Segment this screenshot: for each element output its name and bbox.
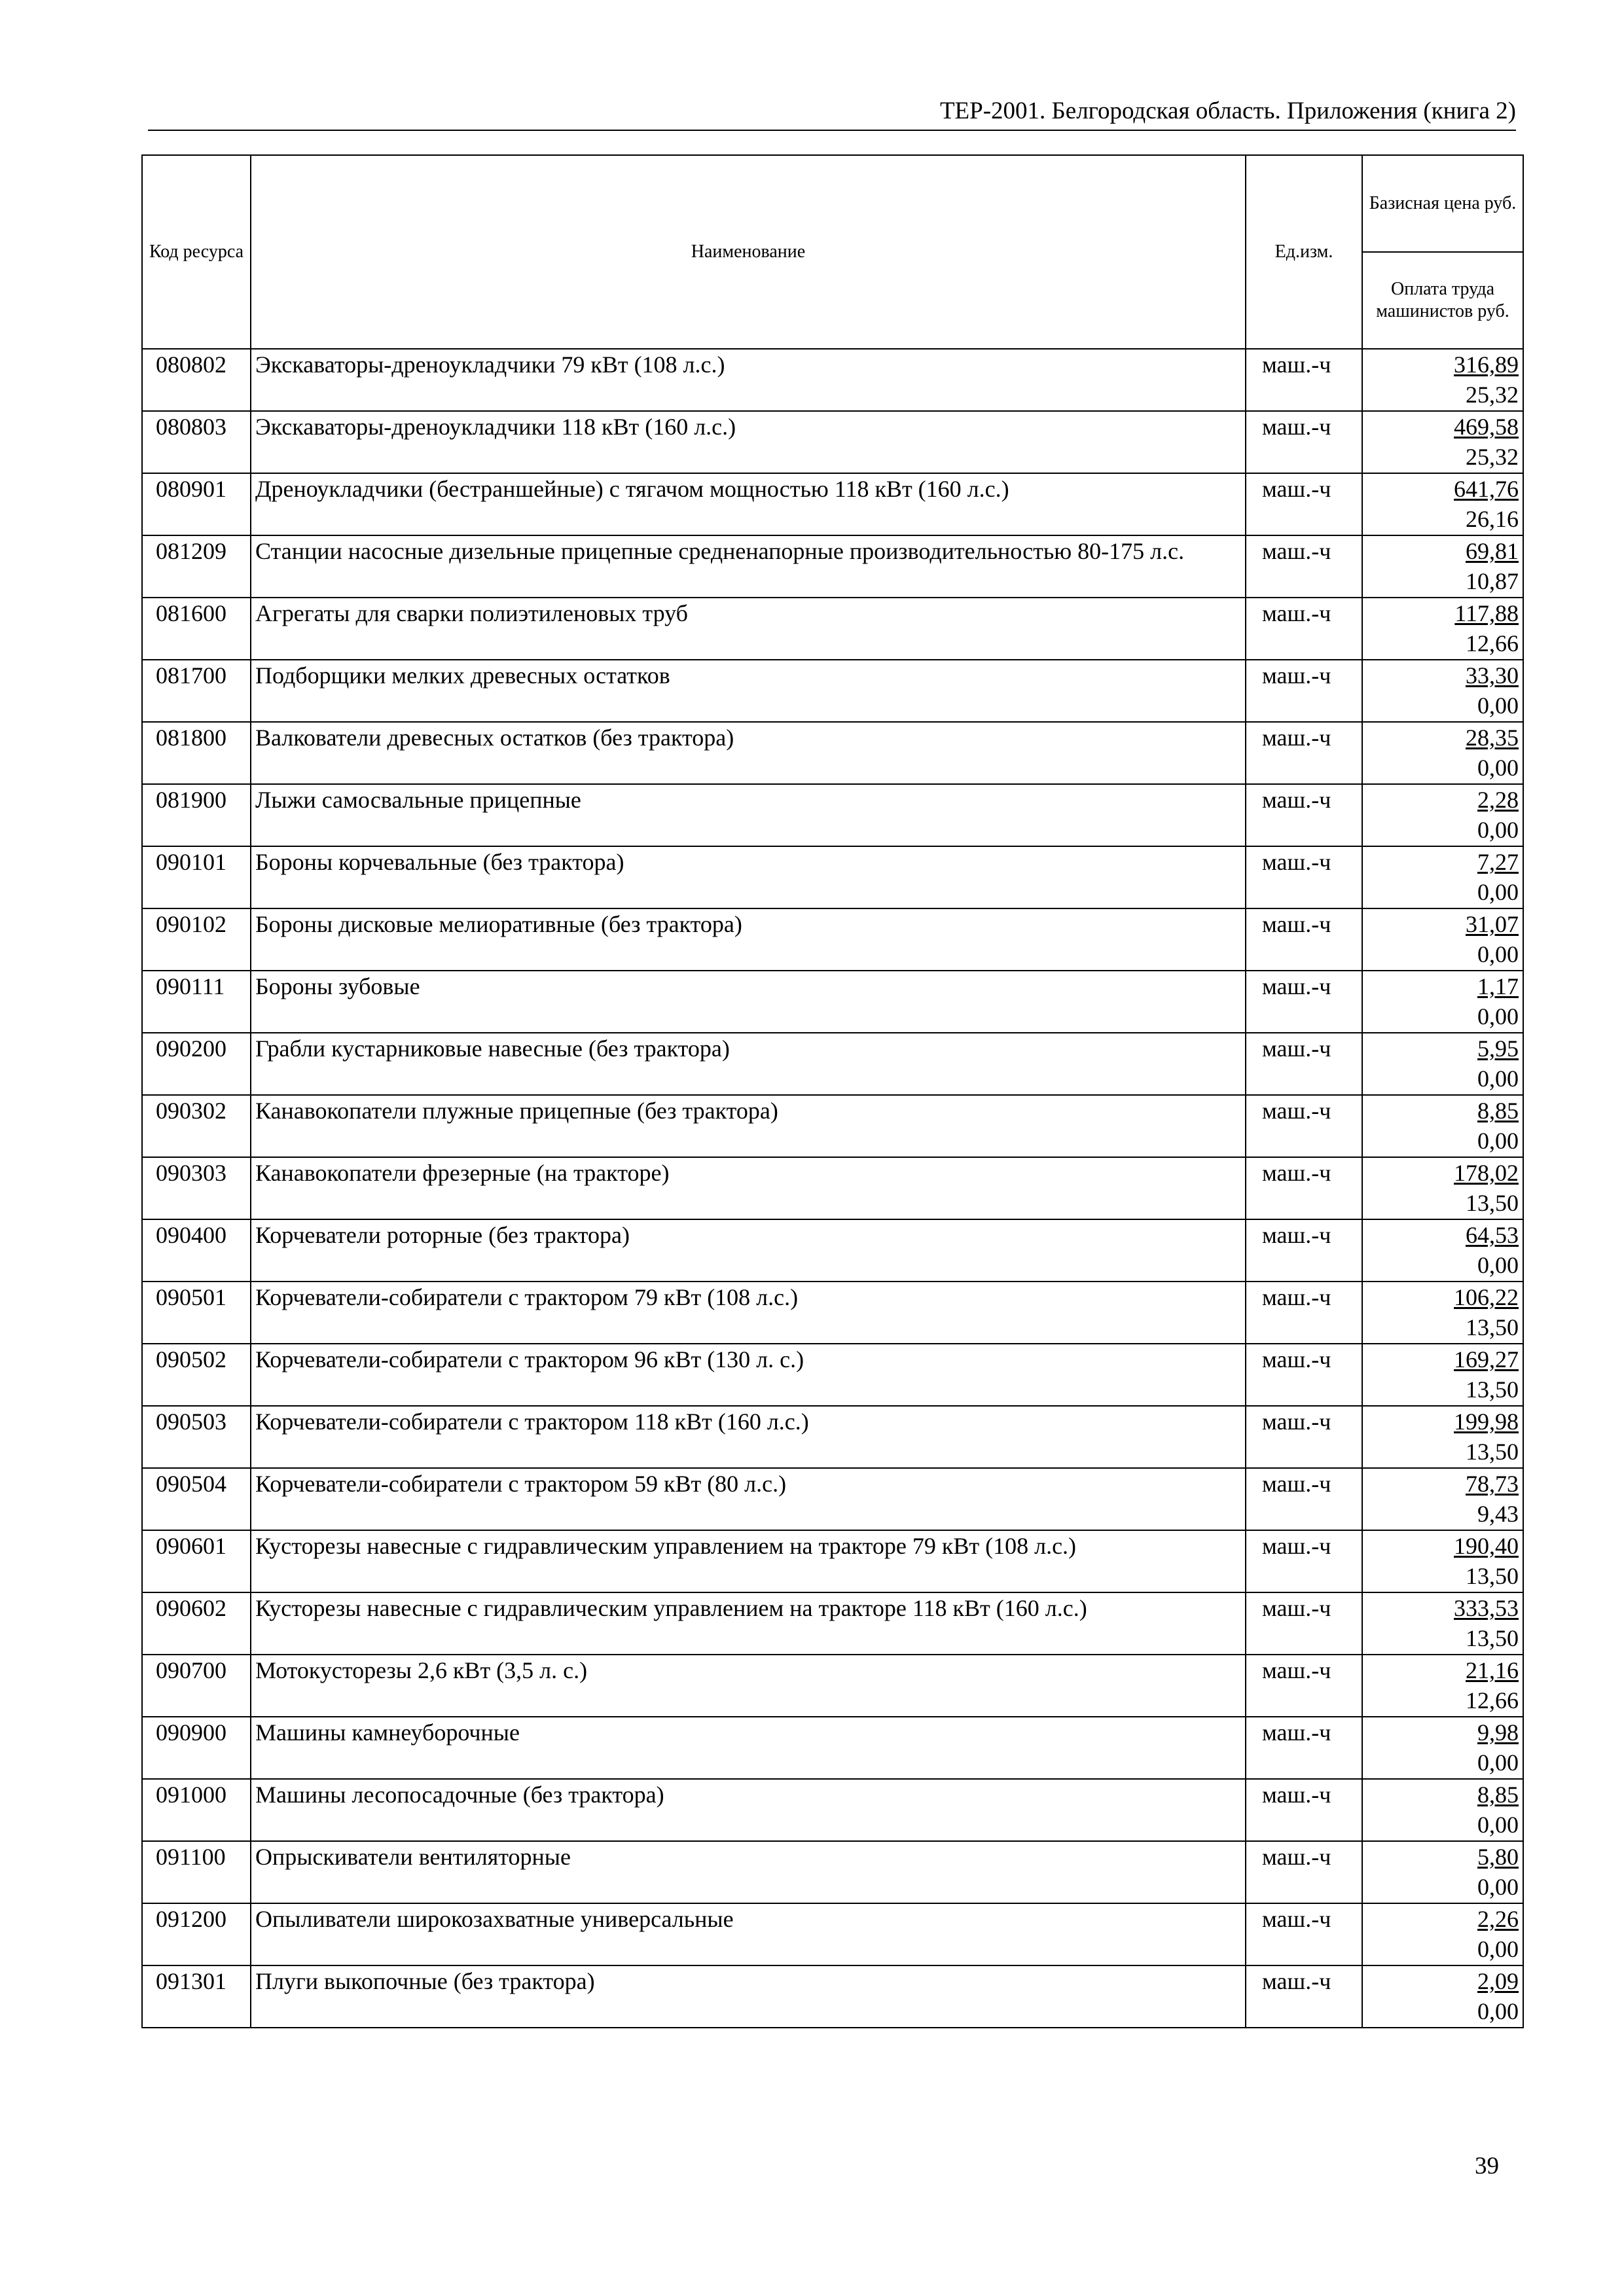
resource-name: Грабли кустарниковые навесные (без трактора): [251, 1033, 1246, 1095]
resource-code: 090302: [142, 1095, 251, 1157]
resource-unit: маш.-ч: [1246, 1468, 1362, 1530]
price-cell: [1362, 411, 1523, 473]
table-row: [142, 1717, 1523, 1779]
price-cell: [1362, 1406, 1523, 1468]
base-price: 64,53: [1466, 1222, 1519, 1248]
resource-code: 090101: [142, 846, 251, 908]
price-cell: [1362, 1282, 1523, 1344]
table-row: [142, 846, 1523, 908]
resource-name: Мотокусторезы 2,6 кВт (3,5 л. с.): [251, 1655, 1246, 1717]
table-row: [142, 1655, 1523, 1717]
resource-name: Корчеватели-собиратели с трактором 118 кВт (160 л.с.): [251, 1406, 1246, 1468]
resource-unit: маш.-ч: [1246, 1033, 1362, 1095]
column-header-unit: Ед.изм.: [1246, 155, 1362, 349]
price-cell: [1362, 535, 1523, 598]
column-header-operator-wage: Оплата труда машинистов руб.: [1362, 252, 1523, 349]
base-price: 169,27: [1454, 1346, 1519, 1372]
resource-name: Машины камнеуборочные: [251, 1717, 1246, 1779]
resource-name: Канавокопатели фрезерные (на тракторе): [251, 1157, 1246, 1219]
resource-name: Корчеватели роторные (без трактора): [251, 1219, 1246, 1282]
price-cell: [1362, 722, 1523, 784]
base-price: 7,27: [1477, 849, 1519, 875]
resource-unit: маш.-ч: [1246, 1717, 1362, 1779]
resource-code: 090111: [142, 971, 251, 1033]
resource-unit: маш.-ч: [1246, 1282, 1362, 1344]
resource-unit: маш.-ч: [1246, 660, 1362, 722]
table-row: [142, 722, 1523, 784]
price-cell: [1362, 1157, 1523, 1219]
table-row: [142, 784, 1523, 846]
resource-unit: маш.-ч: [1246, 349, 1362, 411]
resource-unit: маш.-ч: [1246, 1530, 1362, 1592]
resource-unit: маш.-ч: [1246, 1095, 1362, 1157]
resource-code: 090900: [142, 1717, 251, 1779]
page-number: 39: [1475, 2153, 1499, 2179]
price-cell: [1362, 784, 1523, 846]
table-row: [142, 1219, 1523, 1282]
base-price: 9,98: [1477, 1719, 1519, 1746]
table-row: [142, 1282, 1523, 1344]
operator-wage: 0,00: [1477, 817, 1519, 843]
operator-wage: 13,50: [1466, 1376, 1519, 1403]
operator-wage: 13,50: [1466, 1563, 1519, 1589]
resource-unit: маш.-ч: [1246, 1219, 1362, 1282]
price-cell: [1362, 971, 1523, 1033]
resource-unit: маш.-ч: [1246, 1344, 1362, 1406]
table-row: [142, 1779, 1523, 1841]
base-price: 5,80: [1477, 1844, 1519, 1870]
resource-name: Дреноукладчики (бестраншейные) с тягачом мощностью 118 кВт (160 л.с.): [251, 473, 1246, 535]
resource-code: 090602: [142, 1592, 251, 1655]
resource-code: 090102: [142, 908, 251, 971]
operator-wage: 0,00: [1477, 1003, 1519, 1030]
resource-unit: маш.-ч: [1246, 908, 1362, 971]
operator-wage: 10,87: [1466, 568, 1519, 594]
base-price: 641,76: [1454, 476, 1519, 502]
resource-unit: маш.-ч: [1246, 722, 1362, 784]
base-price: 178,02: [1454, 1160, 1519, 1186]
price-cell: [1362, 349, 1523, 411]
resource-name: Валкователи древесных остатков (без трактора): [251, 722, 1246, 784]
price-cell: [1362, 1033, 1523, 1095]
base-price: 190,40: [1454, 1533, 1519, 1559]
resource-name: Лыжи самосвальные прицепные: [251, 784, 1246, 846]
table-row: [142, 598, 1523, 660]
resource-name: Кусторезы навесные с гидравлическим управлением на тракторе 118 кВт (160 л.с.): [251, 1592, 1246, 1655]
table-row: [142, 1033, 1523, 1095]
resource-code: 090400: [142, 1219, 251, 1282]
price-cell: [1362, 1344, 1523, 1406]
resource-name: Канавокопатели плужные прицепные (без трактора): [251, 1095, 1246, 1157]
table-row: [142, 1841, 1523, 1903]
resource-code: 081600: [142, 598, 251, 660]
operator-wage: 0,00: [1477, 692, 1519, 719]
resource-name: Корчеватели-собиратели с трактором 79 кВт (108 л.с.): [251, 1282, 1246, 1344]
operator-wage: 13,50: [1466, 1190, 1519, 1216]
resource-code: 090503: [142, 1406, 251, 1468]
table-row: [142, 1903, 1523, 1965]
resource-unit: маш.-ч: [1246, 473, 1362, 535]
price-cell: [1362, 1095, 1523, 1157]
base-price: 28,35: [1466, 725, 1519, 751]
resource-code: 091000: [142, 1779, 251, 1841]
table-row: [142, 1468, 1523, 1530]
resource-unit: маш.-ч: [1246, 971, 1362, 1033]
base-price: 21,16: [1466, 1657, 1519, 1683]
resource-unit: маш.-ч: [1246, 1965, 1362, 2028]
price-cell: [1362, 660, 1523, 722]
price-cell: [1362, 908, 1523, 971]
base-price: 5,95: [1477, 1035, 1519, 1062]
resource-name: Бороны зубовые: [251, 971, 1246, 1033]
resource-price-table: [141, 154, 1524, 2028]
resource-unit: маш.-ч: [1246, 1406, 1362, 1468]
operator-wage: 0,00: [1477, 755, 1519, 781]
resource-unit: маш.-ч: [1246, 1903, 1362, 1965]
operator-wage: 25,32: [1466, 444, 1519, 470]
operator-wage: 0,00: [1477, 1874, 1519, 1900]
resource-code: 091301: [142, 1965, 251, 2028]
resource-code: 091100: [142, 1841, 251, 1903]
base-price: 31,07: [1466, 911, 1519, 937]
table-row: [142, 1592, 1523, 1655]
base-price: 2,09: [1477, 1968, 1519, 1994]
resource-unit: маш.-ч: [1246, 784, 1362, 846]
resource-name: Опрыскиватели вентиляторные: [251, 1841, 1246, 1903]
resource-name: Экскаваторы-дреноукладчики 79 кВт (108 л.с.): [251, 349, 1246, 411]
price-cell: [1362, 1965, 1523, 2028]
resource-code: 091200: [142, 1903, 251, 1965]
resource-code: 081209: [142, 535, 251, 598]
resource-unit: маш.-ч: [1246, 535, 1362, 598]
column-header-name: Наименование: [251, 155, 1246, 349]
price-cell: [1362, 1717, 1523, 1779]
price-cell: [1362, 1592, 1523, 1655]
table-row: [142, 908, 1523, 971]
base-price: 106,22: [1454, 1284, 1519, 1310]
resource-code: 090303: [142, 1157, 251, 1219]
operator-wage: 0,00: [1477, 941, 1519, 967]
resource-code: 090700: [142, 1655, 251, 1717]
resource-unit: маш.-ч: [1246, 846, 1362, 908]
resource-code: 090200: [142, 1033, 251, 1095]
operator-wage: 0,00: [1477, 1749, 1519, 1776]
table-row: [142, 411, 1523, 473]
base-price: 316,89: [1454, 351, 1519, 378]
table-row: [142, 660, 1523, 722]
table-header-row: [142, 155, 1523, 252]
resource-name: Корчеватели-собиратели с трактором 96 кВт (130 л. с.): [251, 1344, 1246, 1406]
resource-name: Плуги выкопочные (без трактора): [251, 1965, 1246, 2028]
operator-wage: 0,00: [1477, 1936, 1519, 1962]
base-price: 117,88: [1454, 600, 1519, 626]
resource-code: 080803: [142, 411, 251, 473]
table-row: [142, 349, 1523, 411]
price-cell: [1362, 1903, 1523, 1965]
resource-unit: маш.-ч: [1246, 1655, 1362, 1717]
price-cell: [1362, 1841, 1523, 1903]
price-cell: [1362, 473, 1523, 535]
operator-wage: 0,00: [1477, 1812, 1519, 1838]
page-header-title: ТЕР-2001. Белгородская область. Приложения (книга 2): [939, 98, 1516, 124]
resource-name: Агрегаты для сварки полиэтиленовых труб: [251, 598, 1246, 660]
table-row: [142, 1344, 1523, 1406]
operator-wage: 26,16: [1466, 506, 1519, 532]
resource-name: Бороны корчевальные (без трактора): [251, 846, 1246, 908]
resource-name: Станции насосные дизельные прицепные средненапорные производительностью 80-175 л.с.: [251, 535, 1246, 598]
operator-wage: 0,00: [1477, 1998, 1519, 2024]
base-price: 2,28: [1477, 787, 1519, 813]
table-row: [142, 1157, 1523, 1219]
operator-wage: 0,00: [1477, 1066, 1519, 1092]
table-row: [142, 1406, 1523, 1468]
base-price: 69,81: [1466, 538, 1519, 564]
base-price: 33,30: [1466, 662, 1519, 689]
operator-wage: 0,00: [1477, 1128, 1519, 1154]
table-row: [142, 535, 1523, 598]
operator-wage: 9,43: [1477, 1501, 1519, 1527]
price-cell: [1362, 1655, 1523, 1717]
resource-name: Бороны дисковые мелиоративные (без трактора): [251, 908, 1246, 971]
resource-unit: маш.-ч: [1246, 1779, 1362, 1841]
price-cell: [1362, 1530, 1523, 1592]
resource-unit: маш.-ч: [1246, 1592, 1362, 1655]
operator-wage: 25,32: [1466, 382, 1519, 408]
base-price: 8,85: [1477, 1098, 1519, 1124]
base-price: 2,26: [1477, 1906, 1519, 1932]
resource-unit: маш.-ч: [1246, 598, 1362, 660]
base-price: 78,73: [1466, 1471, 1519, 1497]
resource-name: Машины лесопосадочные (без трактора): [251, 1779, 1246, 1841]
resource-code: 090601: [142, 1530, 251, 1592]
base-price: 8,85: [1477, 1782, 1519, 1808]
resource-name: Экскаваторы-дреноукладчики 118 кВт (160 л.с.): [251, 411, 1246, 473]
price-cell: [1362, 1779, 1523, 1841]
table-row: [142, 1095, 1523, 1157]
resource-name: Опыливатели широкозахватные универсальные: [251, 1903, 1246, 1965]
resource-unit: маш.-ч: [1246, 1157, 1362, 1219]
table-row: [142, 1530, 1523, 1592]
operator-wage: 0,00: [1477, 1252, 1519, 1278]
base-price: 199,98: [1454, 1408, 1519, 1435]
resource-code: 090501: [142, 1282, 251, 1344]
price-cell: [1362, 1219, 1523, 1282]
column-header-base-price: Базисная цена руб.: [1362, 155, 1523, 252]
operator-wage: 13,50: [1466, 1439, 1519, 1465]
resource-unit: маш.-ч: [1246, 411, 1362, 473]
resource-code: 081900: [142, 784, 251, 846]
resource-code: 081700: [142, 660, 251, 722]
table-row: [142, 971, 1523, 1033]
resource-code: 090502: [142, 1344, 251, 1406]
resource-unit: маш.-ч: [1246, 1841, 1362, 1903]
resource-name: Кусторезы навесные с гидравлическим управлением на тракторе 79 кВт (108 л.с.): [251, 1530, 1246, 1592]
resource-code: 080901: [142, 473, 251, 535]
base-price: 333,53: [1454, 1595, 1519, 1621]
resource-code: 081800: [142, 722, 251, 784]
column-header-code: Код ресурса: [142, 155, 251, 349]
table-row: [142, 1965, 1523, 2028]
operator-wage: 12,66: [1466, 630, 1519, 656]
price-cell: [1362, 846, 1523, 908]
operator-wage: 13,50: [1466, 1314, 1519, 1340]
header-divider: [148, 130, 1516, 131]
operator-wage: 12,66: [1466, 1687, 1519, 1713]
operator-wage: 13,50: [1466, 1625, 1519, 1651]
price-cell: [1362, 1468, 1523, 1530]
price-cell: [1362, 598, 1523, 660]
base-price: 1,17: [1477, 973, 1519, 999]
resource-code: 080802: [142, 349, 251, 411]
base-price: 469,58: [1454, 414, 1519, 440]
resource-code: 090504: [142, 1468, 251, 1530]
resource-name: Корчеватели-собиратели с трактором 59 кВт (80 л.с.): [251, 1468, 1246, 1530]
table-row: [142, 473, 1523, 535]
resource-name: Подборщики мелких древесных остатков: [251, 660, 1246, 722]
operator-wage: 0,00: [1477, 879, 1519, 905]
